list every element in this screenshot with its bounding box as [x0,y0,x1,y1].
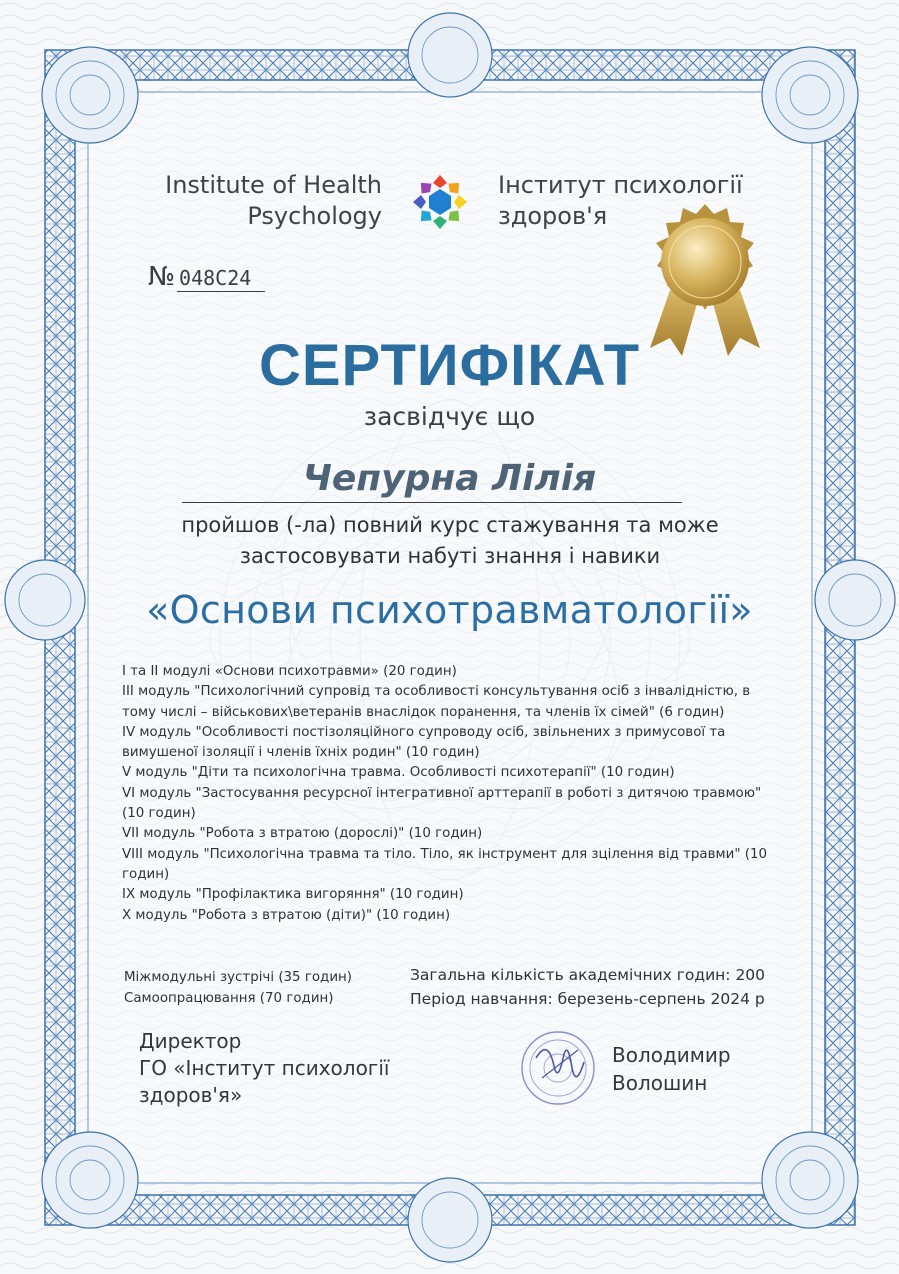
module-line: X модуль "Робота з втратою (діти)" (10 годин) [122,907,451,923]
module-line: годин) [122,866,170,882]
self-study-hours: Самоопрацювання (70 годин) [124,990,334,1006]
module-list [122,662,782,926]
hexagon-flower-logo-icon [408,172,472,232]
number-label: № [148,262,176,292]
module-line: вимушеної ізоляції і членів їхніх родин" (10 годин) [122,745,480,761]
certifies-text: засвідчує що [363,402,536,431]
recipient-underline [182,502,682,503]
module-line: VI модуль "Застосування ресурсної інтегративної арттерапії в роботі з дитячою травмою" [122,785,762,801]
study-period: Період навчання: березень-серпень 2024 р [410,990,765,1008]
intermodule-hours: Міжмодульні зустрічі (35 годин) [124,970,353,985]
module-line: VIII модуль "Психологічна травма та тіло. Тіло, як інструмент для зцілення від травми" (10 [122,846,767,862]
director-role-line3: здоров'я» [139,1083,243,1107]
module-line: IX модуль "Профілактика вигоряння" (10 годин) [122,887,464,903]
signatory-last-name: Волошин [612,1071,708,1095]
signatory-name [612,1041,731,1097]
org-name-ukrainian-line1: Інститут психології [498,171,743,199]
stamp-signature-icon [518,1028,598,1108]
module-line: тому числі – військових\ветеранів внаслідок поранення, та членів їх сімей" (6 годин) [122,704,725,720]
org-name-ukrainian-line2: здоров'я [498,202,608,230]
completion-line1: пройшов (-ла) повний курс стажування та може [181,513,719,537]
org-name-english-line1: Institute of Health [165,171,382,199]
module-line: V модуль "Діти та психологічна травма. Особливості психотерапії" (10 годин) [122,765,675,781]
certificate-number [148,262,265,292]
org-name-english [150,170,382,232]
director-role-line1: Директор [139,1029,242,1053]
module-line: VII модуль "Робота з втратою (дорослі)" (10 годин) [122,826,483,842]
director-title [139,1028,389,1109]
module-line: IV модуль "Особливості постізоляційного супроводу осіб, звільнених з примусової та [122,724,726,740]
module-line: III модуль "Психологічний супровід та особливості консультування осіб з інвалідністю, в [122,684,751,700]
certificate-title: СЕРТИФІКАТ [258,333,641,398]
total-hours: Загальна кількість академічних годин: 200 [410,966,766,984]
study-summary [410,963,765,1011]
director-role-line2: ГО «Інститут психології [139,1056,390,1080]
signatory-first-name: Володимир [612,1043,731,1067]
recipient-name: Чепурна Лілія [302,458,597,499]
study-hours-breakdown [124,968,352,1009]
module-line: I та II модулі «Основи психотравми» (20 годин) [122,664,457,679]
org-name-english-line2: Psychology [247,202,382,230]
course-title: «Основи психотравматології» [146,588,753,632]
completion-statement [120,510,780,572]
number-value: 048C24 [177,266,265,292]
module-line: (10 годин) [122,806,196,822]
completion-line2: застосовувати набуті знання і навики [239,544,661,568]
